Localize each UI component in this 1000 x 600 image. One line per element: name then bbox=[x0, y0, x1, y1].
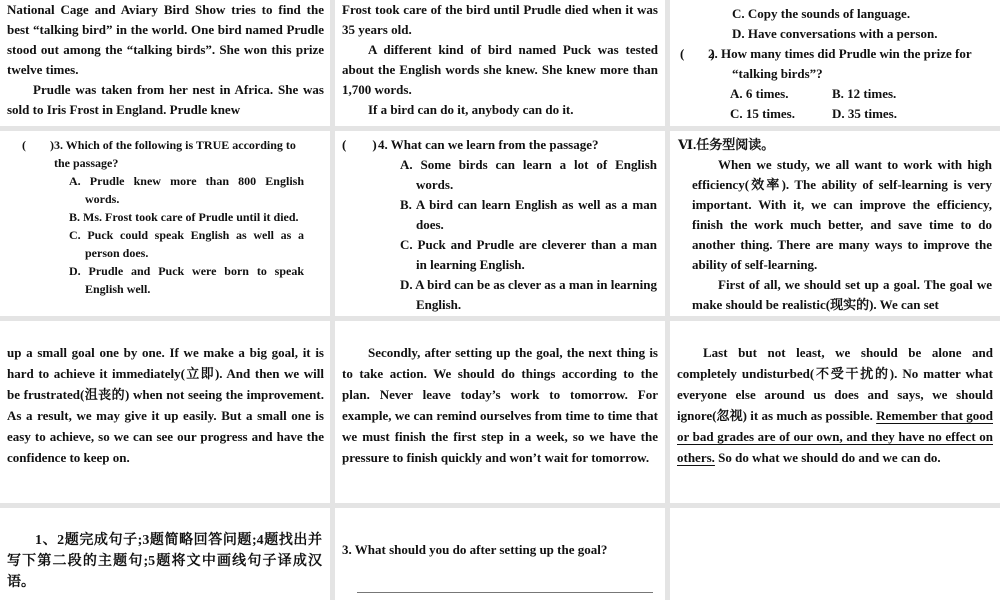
passage-bottom-col3 bbox=[670, 321, 1000, 503]
instructions-panel bbox=[0, 508, 330, 600]
task-passage bbox=[678, 155, 992, 315]
answer-line[interactable] bbox=[357, 592, 653, 593]
passage-top-col2 bbox=[335, 0, 665, 126]
questions-top-col3 bbox=[670, 0, 1000, 126]
paragraph bbox=[677, 342, 993, 468]
short-answer-panel bbox=[335, 508, 665, 600]
paragraph: Frost took care of the bird until Prudle died when it was 35 years old. bbox=[342, 2, 658, 37]
paragraph: Prudle was taken from her nest in Africa. She was sold to Iris Frost in England. Prudle knew bbox=[7, 82, 324, 117]
question-stem: 2. How many times did Prudle win the prize for “talking birds”? bbox=[708, 46, 972, 81]
answer-bracket[interactable]: ( ) bbox=[342, 137, 377, 152]
q1-option-d[interactable]: D. Have conversations with a person. bbox=[732, 26, 938, 41]
q3-option-b[interactable]: B. Ms. Frost took care of Prudle until it died. bbox=[69, 210, 299, 224]
question-4 bbox=[342, 135, 657, 315]
paragraph: When we study, we all want to work with high efficiency(效率). The ability of self-learning is very important. With it, we can improve the efficiency, finish the work much better, and save time to do another thing. There are many ways to improve the ability of self-learning. bbox=[692, 157, 992, 272]
text-run: So do what we should do and we can do. bbox=[714, 450, 941, 465]
passage-bottom-col2 bbox=[335, 321, 665, 503]
underlined-sentence: Remember that good or bad grades are of our own, and they have no effect on others. bbox=[677, 408, 993, 465]
section-heading: Ⅵ.任务型阅读。 bbox=[678, 137, 775, 152]
q2-option-c[interactable]: C. 15 times. bbox=[730, 106, 795, 121]
short-answer-question: 3. What should you do after setting up the goal? bbox=[342, 542, 608, 557]
paragraph: National Cage and Aviary Bird Show tries to find the best “talking bird” in the world. One bird named Prudle stood out among the “talking birds”. She won this prize twelve times. bbox=[7, 2, 324, 77]
q4-option-b[interactable]: B. A bird can learn English as well as a man does. bbox=[400, 197, 657, 232]
q2-option-b[interactable]: B. 12 times. bbox=[832, 86, 897, 101]
q3-option-d[interactable]: D. Prudle and Puck were born to speak English well. bbox=[69, 264, 304, 296]
q3-option-a[interactable]: A. Prudle knew more than 800 English words. bbox=[69, 174, 304, 206]
q1-option-c[interactable]: C. Copy the sounds of language. bbox=[732, 6, 911, 21]
q4-option-c[interactable]: C. Puck and Prudle are cleverer than a man in learning English. bbox=[400, 237, 657, 272]
instructions-text: 1、2题完成句子;3题简略回答问题;4题找出并写下第二段的主题句;5题将文中画线句子译成汉语。 bbox=[7, 533, 322, 590]
q1-options bbox=[680, 4, 992, 44]
q2-option-a[interactable]: A. 6 times. bbox=[730, 86, 789, 101]
q4-option-a[interactable]: A. Some birds can learn a lot of English words. bbox=[400, 157, 657, 192]
paragraph: Secondly, after setting up the goal, the next thing is to take action. We should do things according to the plan. Never leave today’s work to tomorrow. For example, we can remind ourselves from time to time that we must finish the first step in a week, so we have the pressure to finish quickly and won’t wait for tomorrow. bbox=[342, 345, 658, 465]
option-row bbox=[708, 84, 992, 104]
question-2 bbox=[680, 44, 992, 124]
q4-option-d[interactable]: D. A bird can be as clever as a man in learning English. bbox=[400, 277, 657, 312]
question-3 bbox=[22, 136, 304, 298]
text-run: Last but not least, we should be alone and completely undisturbed(不受干扰的). No matter what everyone else around us does and says, we should ignore(忽视) it as much as possible. bbox=[677, 345, 993, 423]
q3-option-c[interactable]: C. Puck could speak English as well as a person does. bbox=[69, 228, 304, 260]
passage-top-col1 bbox=[0, 0, 330, 126]
paragraph: First of all, we should set up a goal. The goal we make should be realistic(现实的). We can set bbox=[692, 277, 992, 312]
paragraph: If a bird can do it, anybody can do it. bbox=[368, 102, 574, 117]
answer-bracket[interactable]: ( ) bbox=[680, 46, 715, 61]
empty-panel bbox=[670, 508, 1000, 600]
question-stem: 3. Which of the following is TRUE according to the passage? bbox=[54, 138, 296, 170]
option-row bbox=[708, 104, 992, 124]
question-3-panel bbox=[0, 131, 330, 316]
question-stem: 4. What can we learn from the passage? bbox=[378, 137, 599, 152]
task-reading-panel bbox=[670, 131, 1000, 316]
question-4-panel bbox=[335, 131, 665, 316]
answer-bracket[interactable]: ( ) bbox=[22, 138, 54, 152]
q2-option-d[interactable]: D. 35 times. bbox=[832, 106, 897, 121]
paragraph: up a small goal one by one. If we make a big goal, it is hard to achieve it immediately(立即). And then we will be frustrated(沮丧的) when not seeing the improvement. As a result, we may give it up easily. But a small one is easy to achieve, so we can see our progress and have the confidence to keep on. bbox=[7, 345, 324, 465]
paragraph: A different kind of bird named Puck was tested about the English words she knew. She knew more than 1,700 words. bbox=[342, 42, 658, 97]
passage-bottom-col1 bbox=[0, 321, 330, 503]
